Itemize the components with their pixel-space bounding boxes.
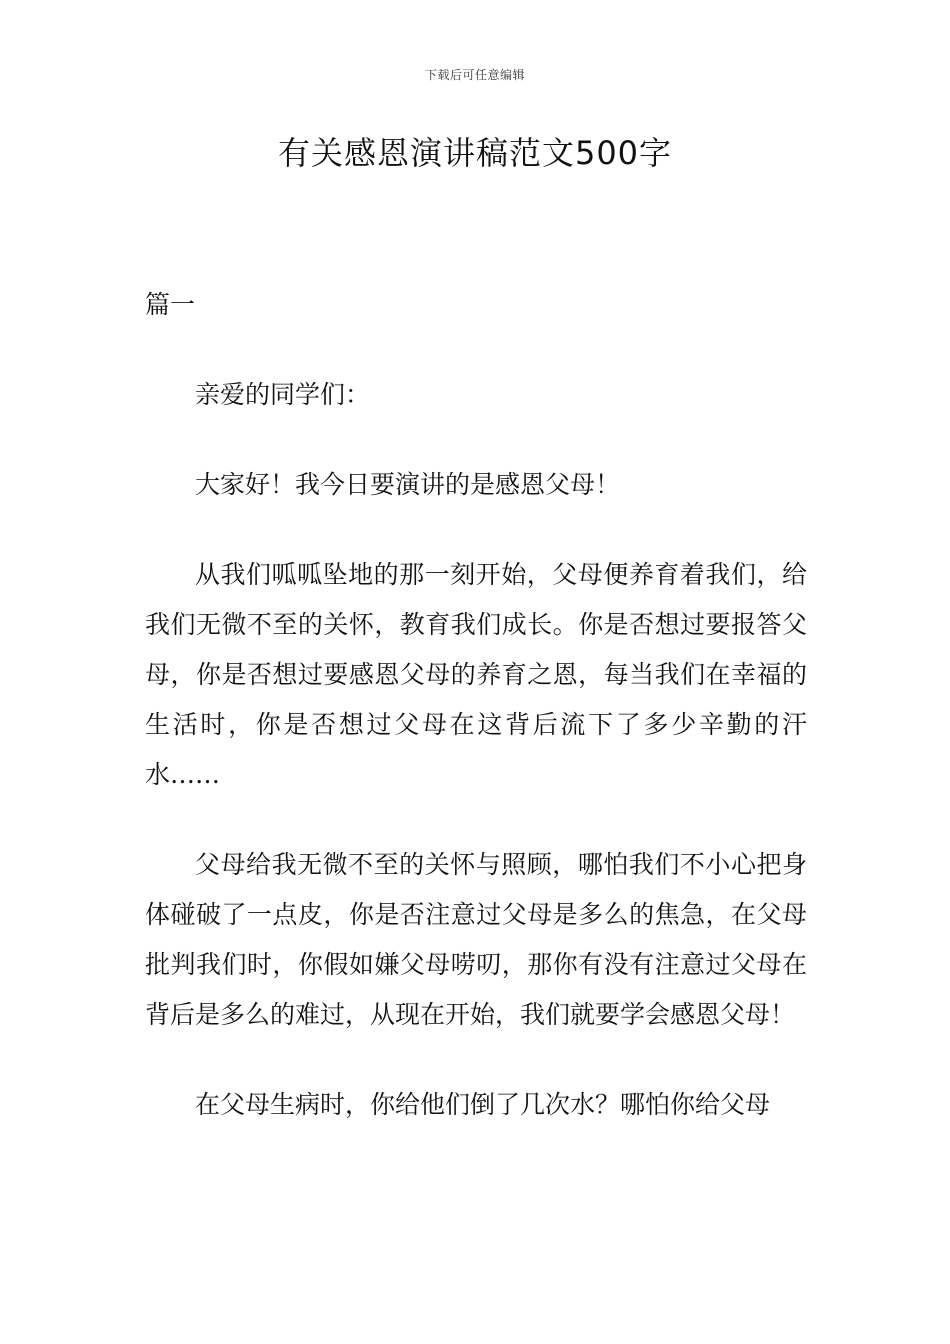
document-title: 有关感恩演讲稿范文500字 <box>277 134 673 172</box>
document-body <box>145 280 807 1130</box>
paragraph-body-1: 从我们呱呱坠地的那一刻开始，父母便养育着我们，给我们无微不至的关怀，教育我们成长。你是否想过要报答父母，你是否想过要感恩父母的养育之恩，每当我们在幸福的生活时，你是否想过父母在这背后流下了多少辛勤的汗水…… <box>145 560 807 789</box>
paragraph-greeting: 亲爱的同学们： <box>195 380 371 409</box>
paragraph-body-2: 父母给我无微不至的关怀与照顾，哪怕我们不小心把身体碰破了一点皮，你是否注意过父母是多么的焦急，在父母批判我们时，你假如嫌父母唠叨，那你有没有注意过父母在背后是多么的难过，从现在开始，我们就要学会感恩父母！ <box>145 850 807 1029</box>
header-note: 下载后可任意编辑 <box>424 68 525 82</box>
paragraph-body-3: 在父母生病时，你给他们倒了几次水？哪怕你给父母 <box>195 1090 771 1119</box>
section-label: 篇一 <box>145 290 196 319</box>
paragraph-opening: 大家好！我今日要演讲的是感恩父母！ <box>195 470 621 499</box>
